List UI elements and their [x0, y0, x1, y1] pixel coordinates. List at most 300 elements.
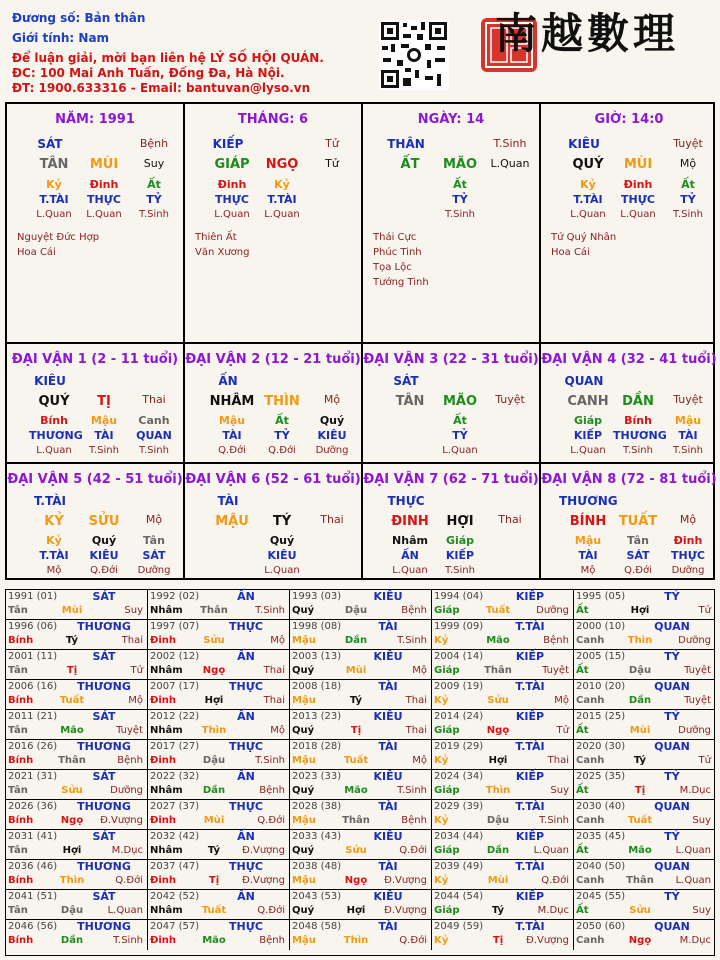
annual-branch: Ngọ	[202, 665, 226, 676]
annual-branch: Mão	[486, 635, 510, 646]
annual-cell	[148, 590, 290, 620]
heavenly-stem: NHÂM	[209, 394, 255, 409]
special-star: Thái Cực	[373, 232, 417, 243]
annual-branch: Sửu	[345, 845, 367, 856]
annual-stem: Mậu	[292, 935, 316, 946]
ten-god-top: THƯƠNG	[559, 494, 618, 508]
hidden-life-stage: Q.Đới	[268, 445, 296, 456]
special-stars	[17, 230, 99, 260]
annual-cell	[432, 830, 574, 860]
annual-ten-god: THỰC	[229, 860, 263, 873]
annual-life-stage: Mộ	[412, 755, 427, 766]
pillar-title: THÁNG: 6	[237, 112, 309, 127]
annual-ten-god: THƯƠNG	[77, 800, 131, 813]
pillars-grid	[5, 102, 715, 580]
annual-ten-god: KIÊU	[373, 590, 403, 603]
annual-year: 1999 (09)	[434, 621, 484, 632]
annual-branch: Tý	[491, 905, 505, 916]
annual-branch: Tị	[208, 875, 220, 886]
annual-stem: Bính	[8, 935, 34, 946]
annual-branch: Hợi	[62, 845, 82, 856]
annual-ten-god: TỶ	[664, 590, 680, 603]
hidden-stem: Mậu	[218, 414, 246, 427]
annual-year: 2017 (27)	[150, 741, 200, 752]
annual-life-stage: Dưỡng	[678, 725, 711, 736]
annual-branch: Tị	[634, 785, 646, 796]
hidden-life-stage: T.Sinh	[623, 445, 653, 456]
annual-year: 2018 (28)	[292, 741, 342, 752]
daivan-title: ĐẠI VẬN 6 (52 - 61 tuổi)	[185, 472, 361, 487]
right-top-phase: Bệnh	[139, 137, 169, 150]
hidden-ten-god: TỶ	[452, 429, 468, 442]
annual-cell	[6, 860, 148, 890]
phone-email-line[interactable]: ĐT: 1900.633316 - Email: bantuvan@lyso.vn	[12, 81, 311, 95]
heavenly-stem: QUÝ	[572, 157, 604, 172]
life-stage: Mộ	[323, 393, 341, 406]
right-top-phase: Tử	[325, 137, 339, 150]
annual-branch: Dậu	[344, 605, 368, 616]
annual-cell	[6, 920, 148, 950]
annual-year: 2021 (31)	[8, 771, 58, 782]
special-star: Hoa Cái	[551, 247, 590, 258]
annual-branch: Thìn	[627, 635, 653, 646]
annual-stem: Bính	[8, 635, 34, 646]
annual-branch: Tuất	[485, 605, 511, 616]
annual-branch: Ngọ	[344, 875, 368, 886]
annual-ten-god: SÁT	[92, 710, 116, 723]
heavenly-stem: QUÝ	[38, 394, 70, 409]
annual-stem: Quý	[292, 845, 315, 856]
annual-branch: Dậu	[202, 755, 226, 766]
annual-stem: Quý	[292, 605, 315, 616]
annual-life-stage: Suy	[692, 905, 711, 916]
pillar-cell	[185, 104, 361, 342]
annual-stem: Canh	[576, 695, 605, 706]
annual-ten-god: THƯƠNG	[77, 920, 131, 933]
address-line: ĐC: 100 Mai Anh Tuấn, Đống Đa, Hà Nội.	[12, 66, 285, 80]
annual-life-stage: Mộ	[270, 635, 285, 646]
annual-cell	[574, 680, 715, 710]
heavenly-stem: ĐINH	[391, 514, 429, 529]
annual-life-stage: Mộ	[412, 665, 427, 676]
daivan-cell	[185, 464, 361, 580]
annual-cell	[6, 620, 148, 650]
hidden-ten-god: TÀI	[678, 429, 698, 442]
hidden-life-stage: L.Quan	[36, 209, 72, 220]
annual-branch: Thân	[342, 815, 370, 826]
annual-ten-god: TỶ	[664, 830, 680, 843]
annual-life-stage: Mộ	[554, 695, 569, 706]
hidden-ten-god: KIẾP	[573, 429, 603, 442]
annual-cell	[574, 590, 715, 620]
annual-ten-god: TÀI	[378, 680, 398, 693]
hidden-ten-god: KIẾP	[445, 549, 475, 562]
annual-life-stage: Tử	[556, 725, 569, 736]
annual-ten-god: KIẾP	[515, 590, 545, 603]
annual-life-stage: Thai	[405, 695, 427, 706]
hidden-ten-god: T.TÀI	[267, 193, 297, 206]
daivan-title: ĐẠI VẬN 1 (2 - 11 tuổi)	[11, 352, 179, 367]
ten-god-top: ẤN	[218, 374, 238, 388]
annual-life-stage: Bệnh	[259, 785, 285, 796]
hidden-life-stage: T.Sinh	[445, 565, 475, 576]
annual-cell	[432, 770, 574, 800]
annual-life-stage: Dưỡng	[110, 785, 143, 796]
annual-year: 2035 (45)	[576, 831, 626, 842]
annual-branch: Dần	[628, 695, 652, 706]
annual-cell	[290, 830, 432, 860]
annual-year: 2014 (24)	[434, 711, 484, 722]
annual-life-stage: T.Sinh	[397, 635, 427, 646]
annual-life-stage: Q.Đới	[257, 905, 285, 916]
heavenly-stem: CANH	[567, 394, 609, 409]
annual-year: 2019 (29)	[434, 741, 484, 752]
annual-stem: Kỷ	[434, 635, 449, 646]
annual-year: 2027 (37)	[150, 801, 200, 812]
daivan-cell	[363, 344, 539, 462]
hidden-life-stage: L.Quan	[36, 445, 72, 456]
hidden-life-stage: T.Sinh	[445, 209, 475, 220]
annual-year: 2037 (47)	[150, 861, 200, 872]
annual-life-stage: Mộ	[128, 695, 143, 706]
annual-cell	[432, 590, 574, 620]
annual-cell	[6, 590, 148, 620]
annual-life-stage: Q.Đới	[541, 875, 569, 886]
hidden-ten-god: KIÊU	[89, 549, 119, 562]
hidden-ten-god: THỰC	[621, 193, 655, 206]
annual-ten-god: KIÊU	[373, 830, 403, 843]
annual-year: 2033 (43)	[292, 831, 342, 842]
annual-cell	[148, 830, 290, 860]
hidden-ten-god: T.TÀI	[573, 193, 603, 206]
annual-ten-god: T.TÀI	[515, 800, 545, 813]
annual-ten-god: T.TÀI	[515, 680, 545, 693]
annual-life-stage: L.Quan	[675, 875, 711, 886]
annual-cell	[290, 770, 432, 800]
annual-stem: Nhâm	[150, 605, 183, 616]
daivan-title: ĐẠI VẬN 5 (42 - 51 tuổi)	[7, 472, 183, 487]
annual-branch: Mùi	[487, 875, 509, 886]
annual-ten-god: TỶ	[664, 770, 680, 783]
annual-life-stage: M.Dục	[679, 935, 711, 946]
annual-branch: Tý	[633, 755, 647, 766]
hidden-stem: Nhâm	[392, 534, 428, 547]
annual-year: 2004 (14)	[434, 651, 484, 662]
annual-stem: Đinh	[150, 815, 177, 826]
annual-year: 1994 (04)	[434, 591, 484, 602]
annual-stem: Ất	[576, 665, 589, 676]
earthly-branch: MÃO	[442, 394, 478, 409]
special-star: Tọa Lộc	[373, 262, 412, 273]
annual-cell	[574, 770, 715, 800]
annual-ten-god: QUAN	[654, 860, 690, 873]
annual-cell	[574, 620, 715, 650]
annual-year: 2020 (30)	[576, 741, 626, 752]
annual-branch: Mão	[344, 785, 368, 796]
annual-cell	[290, 740, 432, 770]
annual-life-stage: Bệnh	[401, 605, 427, 616]
annual-stem: Bính	[8, 875, 34, 886]
annual-stem: Tân	[8, 905, 28, 916]
annual-life-stage: Đ.Vượng	[100, 815, 143, 826]
annual-life-stage: Mộ	[270, 725, 285, 736]
daivan-cell	[363, 464, 539, 580]
annual-stem: Bính	[8, 815, 34, 826]
earthly-branch: HỢI	[446, 514, 474, 529]
annual-year: 2031 (41)	[8, 831, 58, 842]
annual-year: 2022 (32)	[150, 771, 200, 782]
annual-ten-god: TÀI	[378, 620, 398, 633]
hidden-life-stage: Mộ	[46, 565, 62, 576]
annual-ten-god: KIẾP	[515, 890, 545, 903]
right-top-phase: T.Sinh	[493, 137, 527, 150]
annual-cell	[6, 890, 148, 920]
annual-stem: Tân	[8, 845, 28, 856]
annual-cell	[290, 680, 432, 710]
annual-cell	[290, 920, 432, 950]
annual-branch: Tuất	[343, 755, 369, 766]
earthly-branch: MÃO	[442, 157, 478, 172]
hidden-stem: Tân	[627, 534, 649, 547]
annual-branch: Thân	[626, 875, 654, 886]
annual-ten-god: THƯƠNG	[77, 740, 131, 753]
annual-year: 2005 (15)	[576, 651, 626, 662]
hidden-ten-god: THỰC	[671, 549, 705, 562]
annual-life-stage: Suy	[692, 815, 711, 826]
annual-stem: Mậu	[292, 695, 316, 706]
annual-branch: Hợi	[488, 755, 508, 766]
annual-ten-god: T.TÀI	[515, 920, 545, 933]
annual-life-stage: Bệnh	[259, 935, 285, 946]
annual-ten-god: KIÊU	[373, 710, 403, 723]
annual-cell	[6, 710, 148, 740]
hidden-stem: Kỷ	[46, 178, 62, 191]
annual-cell	[290, 620, 432, 650]
annual-year: 2032 (42)	[150, 831, 200, 842]
annual-stem: Tân	[8, 665, 28, 676]
annual-stem: Ất	[576, 605, 589, 616]
hidden-ten-god: THỰC	[215, 193, 249, 206]
annual-life-stage: Thai	[121, 635, 143, 646]
annual-stem: Mậu	[292, 755, 316, 766]
annual-year: 2002 (12)	[150, 651, 200, 662]
ten-god-top: THÂN	[387, 137, 425, 151]
daivan-cell	[7, 344, 183, 462]
annual-year: 2049 (59)	[434, 921, 484, 932]
annual-branch: Sửu	[61, 785, 83, 796]
hidden-ten-god: THƯƠNG	[29, 429, 83, 442]
annual-year: 2040 (50)	[576, 861, 626, 872]
annual-year: 2034 (44)	[434, 831, 484, 842]
earthly-branch: MÙI	[623, 157, 653, 172]
ten-god-top: KIẾP	[212, 137, 244, 151]
annual-life-stage: Thai	[547, 755, 569, 766]
annual-cell	[574, 890, 715, 920]
annual-cell	[290, 860, 432, 890]
annual-branch: Thìn	[201, 725, 227, 736]
life-stage: Mộ	[679, 513, 697, 526]
hidden-stem: Ất	[453, 178, 467, 191]
annual-year: 2025 (35)	[576, 771, 626, 782]
annual-stem: Kỷ	[434, 755, 449, 766]
annual-stem: Đinh	[150, 695, 177, 706]
life-stage: Tử	[325, 157, 339, 170]
annual-branch: Mùi	[345, 665, 367, 676]
hidden-stem: Đinh	[89, 178, 119, 191]
annual-stem: Nhâm	[150, 665, 183, 676]
hidden-life-stage: Q.Đới	[90, 565, 118, 576]
hidden-life-stage: L.Quan	[392, 565, 428, 576]
annual-ten-god: SÁT	[92, 590, 116, 603]
annual-year: 2006 (16)	[8, 681, 58, 692]
annual-ten-god: KIẾP	[515, 650, 545, 663]
daivan-cell	[7, 464, 183, 580]
annual-cell	[290, 710, 432, 740]
annual-year: 2000 (10)	[576, 621, 626, 632]
annual-ten-god: KIẾP	[515, 770, 545, 783]
annual-life-stage: T.Sinh	[113, 935, 143, 946]
annual-ten-god: QUAN	[654, 800, 690, 813]
annual-life-stage: Đ.Vượng	[526, 935, 569, 946]
hidden-ten-god: THỰC	[87, 193, 121, 206]
annual-stem: Đinh	[150, 635, 177, 646]
annual-ten-god: ẤN	[237, 770, 255, 783]
annual-ten-god: QUAN	[654, 620, 690, 633]
hidden-ten-god: ẤN	[401, 549, 419, 562]
ten-god-top: SÁT	[393, 374, 419, 388]
hidden-life-stage: L.Quan	[264, 565, 300, 576]
annual-stem: Bính	[8, 695, 34, 706]
annual-year: 2003 (13)	[292, 651, 342, 662]
life-stage: Thai	[142, 393, 166, 406]
annual-cell	[290, 650, 432, 680]
annual-branch: Dậu	[486, 815, 510, 826]
hidden-stem: Mậu	[574, 534, 602, 547]
annual-life-stage: M.Dục	[537, 905, 569, 916]
annual-ten-god: ẤN	[237, 710, 255, 723]
annual-cell	[6, 800, 148, 830]
hidden-stem: Mậu	[90, 414, 118, 427]
special-star: Nguyệt Đức Hợp	[17, 232, 100, 243]
heavenly-stem: KỶ	[44, 514, 64, 529]
annual-branch: Dần	[202, 785, 226, 796]
hidden-ten-god: TỶ	[452, 193, 468, 206]
annual-year: 1998 (08)	[292, 621, 342, 632]
hidden-ten-god: SÁT	[142, 549, 166, 562]
annual-cell	[432, 680, 574, 710]
annual-branch: Thân	[200, 605, 228, 616]
hidden-stem: Quý	[319, 414, 345, 427]
annual-life-stage: Q.Đới	[399, 845, 427, 856]
annual-ten-god: ẤN	[237, 830, 255, 843]
annual-stem: Đinh	[150, 875, 177, 886]
hidden-stem: Ất	[147, 178, 161, 191]
annual-cell	[6, 770, 148, 800]
annual-stem: Ất	[576, 725, 589, 736]
life-stage: Mộ	[145, 513, 163, 526]
annual-stem: Tân	[8, 605, 28, 616]
annual-year: 1993 (03)	[292, 591, 342, 602]
life-stage: Mộ	[679, 157, 697, 170]
qr-code-icon[interactable]	[379, 20, 449, 90]
hidden-ten-god: TÀI	[222, 429, 242, 442]
daivan-cell	[541, 344, 717, 462]
annual-stem: Canh	[576, 635, 605, 646]
hidden-stem: Canh	[138, 414, 170, 427]
annual-life-stage: Thai	[263, 665, 285, 676]
earthly-branch: TÝ	[272, 514, 292, 529]
annual-year: 2024 (34)	[434, 771, 484, 782]
annual-year: 1995 (05)	[576, 591, 626, 602]
annual-life-stage: Q.Đới	[115, 875, 143, 886]
hidden-ten-god: QUAN	[136, 429, 172, 442]
annual-stem: Đinh	[150, 755, 177, 766]
hidden-life-stage: T.Sinh	[139, 445, 169, 456]
annual-ten-god: TÀI	[378, 860, 398, 873]
hidden-stem: Ất	[681, 178, 695, 191]
annual-branch: Mùi	[203, 815, 225, 826]
annual-life-stage: Tử	[130, 665, 143, 676]
annual-stem: Nhâm	[150, 785, 183, 796]
earthly-branch: THÌN	[264, 394, 300, 409]
hidden-ten-god: KIÊU	[317, 429, 347, 442]
hidden-stem: Kỷ	[580, 178, 596, 191]
annual-branch: Tuất	[627, 815, 653, 826]
annual-cell	[6, 830, 148, 860]
annual-cell	[6, 650, 148, 680]
annual-life-stage: L.Quan	[675, 845, 711, 856]
hidden-ten-god: T.TÀI	[39, 549, 69, 562]
annual-year: 2042 (52)	[150, 891, 200, 902]
annual-life-stage: Đ.Vượng	[384, 905, 427, 916]
annual-life-stage: Tuyệt	[542, 665, 569, 676]
hidden-ten-god: TỶ	[274, 429, 290, 442]
annual-life-stage: Đ.Vượng	[384, 875, 427, 886]
hidden-stem: Đinh	[623, 178, 653, 191]
annual-ten-god: QUAN	[654, 920, 690, 933]
hidden-life-stage: Dưỡng	[137, 565, 171, 576]
annual-ten-god: THỰC	[229, 740, 263, 753]
annual-year: 2010 (20)	[576, 681, 626, 692]
annual-year: 2039 (49)	[434, 861, 484, 872]
annual-ten-god: SÁT	[92, 650, 116, 663]
annual-cell	[148, 800, 290, 830]
special-star: Phúc Tinh	[373, 247, 422, 258]
annual-life-stage: Suy	[124, 605, 143, 616]
right-top-phase: Tuyệt	[673, 137, 703, 150]
annual-stem: Ất	[576, 845, 589, 856]
annual-branch: Mùi	[629, 725, 651, 736]
annual-ten-god: ẤN	[237, 590, 255, 603]
annual-branch: Tuất	[59, 695, 85, 706]
hidden-life-stage: T.Sinh	[139, 209, 169, 220]
annual-stem: Canh	[576, 875, 605, 886]
daivan-cell	[541, 464, 717, 580]
pillar-title: GIỜ: 14:0	[594, 112, 664, 127]
ten-god-top: KIÊU	[568, 137, 600, 151]
hidden-ten-god: TÀI	[94, 429, 114, 442]
annual-branch: Tuất	[201, 905, 227, 916]
annual-stem: Mậu	[292, 635, 316, 646]
annual-year: 2043 (53)	[292, 891, 342, 902]
annual-stem: Kỷ	[434, 875, 449, 886]
pillar-cell	[541, 104, 717, 342]
life-stage: Tuyệt	[495, 393, 525, 406]
annual-branch: Dậu	[60, 905, 84, 916]
annual-year: 1992 (02)	[150, 591, 200, 602]
annual-stem: Giáp	[434, 725, 460, 736]
annual-life-stage: Thai	[405, 725, 427, 736]
